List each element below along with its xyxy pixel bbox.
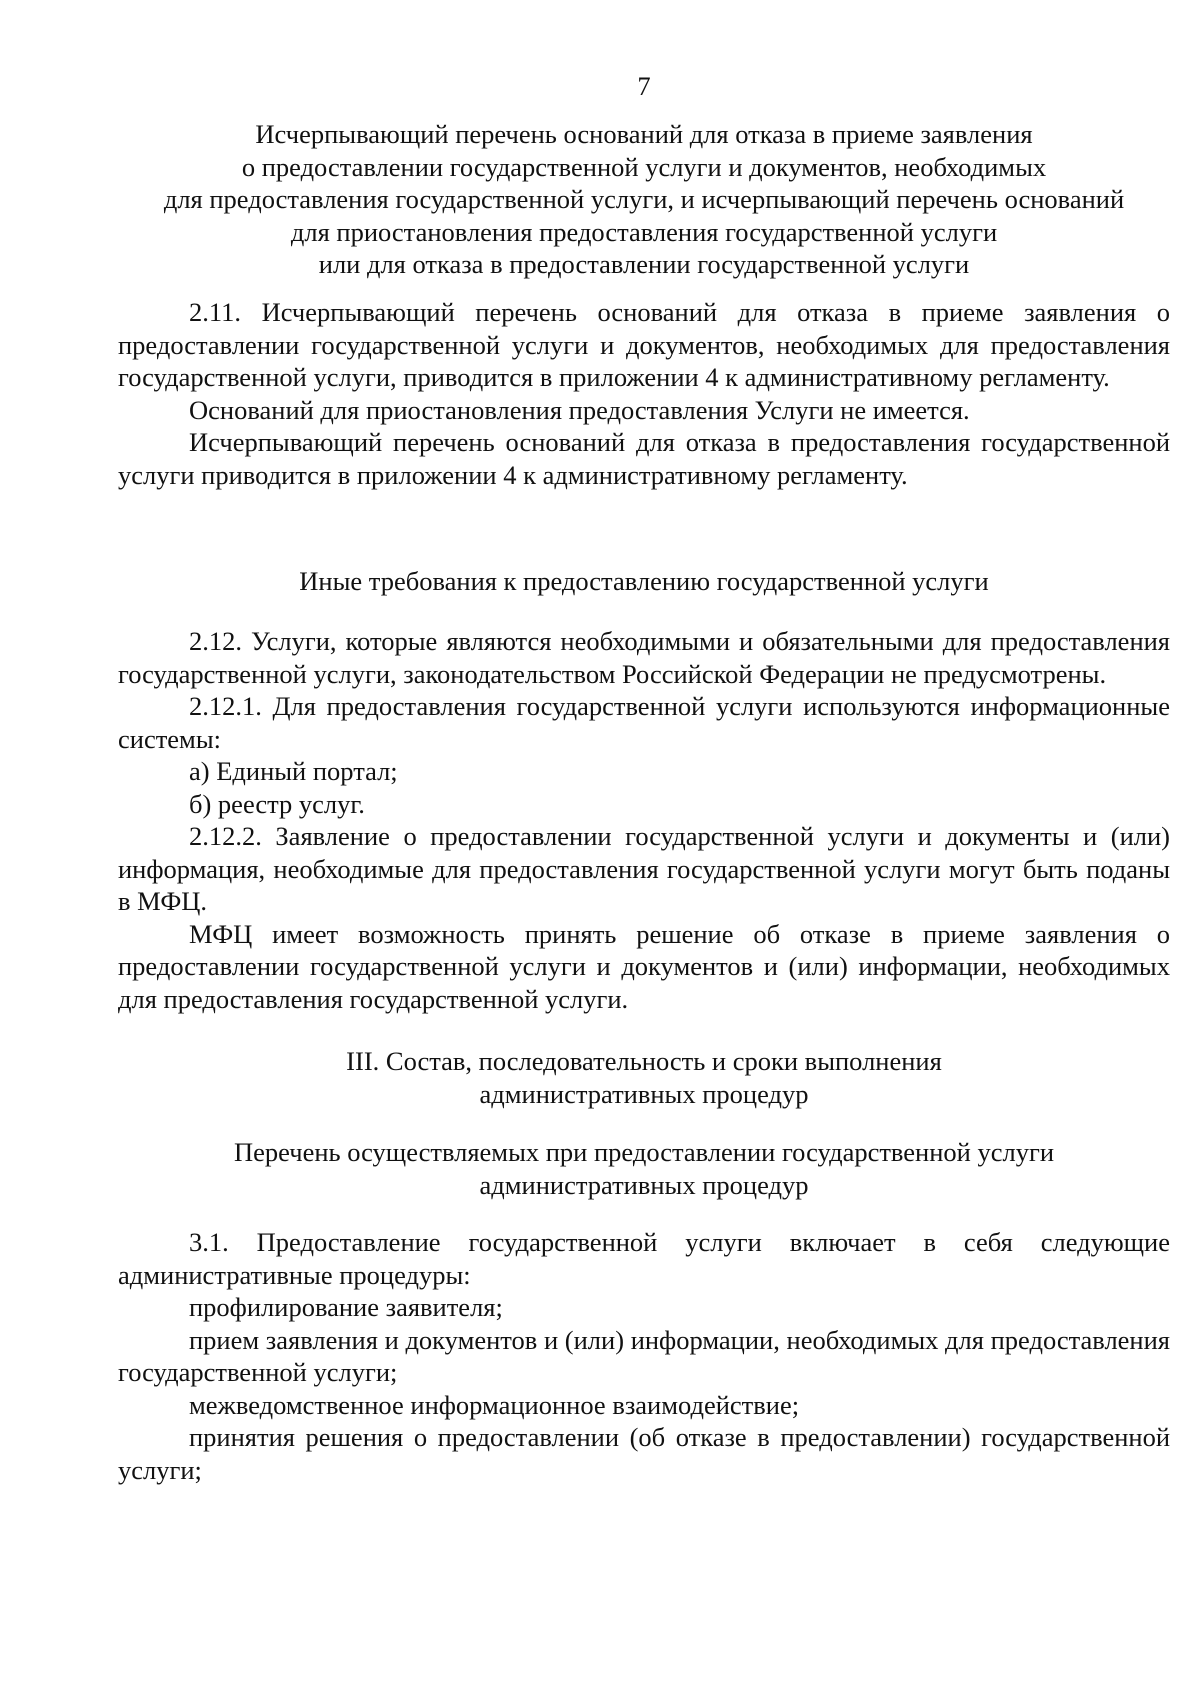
heading-line: для приостановления предоставления государственной услуги [290, 216, 998, 247]
procedure-item: профилирование заявителя; [189, 1292, 503, 1322]
heading-line: III. Состав, последовательность и сроки выполнения [346, 1046, 942, 1076]
paragraph-3-1: 3.1. Предоставление государственной услуги включает в себя следующие административные процедуры: [118, 1227, 1170, 1290]
heading-refusal-grounds [118, 118, 1170, 281]
section-3-1 [118, 1226, 1170, 1486]
paragraph-2-12-2: 2.12.2. Заявление о предоставлении государственной услуги и документы и (или) информация, необходимые для предоставления государственной услуги могут быть поданы в МФЦ. [118, 821, 1170, 916]
paragraph-2-11: 2.11. Исчерпывающий перечень оснований для отказа в приеме заявления о предоставлении государственной услуги и документов, необходимых для предоставления государственной услуги, приводится в приложении 4 к административному регламенту. [118, 297, 1170, 392]
page-number: 7 [637, 71, 651, 101]
paragraph-2-12-1: 2.12.1. Для предоставления государственной услуги используются информационные системы: [118, 691, 1170, 754]
heading-line: Иные требования к предоставлению государственной услуги [299, 566, 989, 596]
paragraph-2-12: 2.12. Услуги, которые являются необходимыми и обязательными для предоставления государственной услуги, законодательством Российской Федерации не предусмотрены. [118, 626, 1170, 689]
procedure-item: прием заявления и документов и (или) информации, необходимых для предоставления государственной услуги; [118, 1324, 1170, 1387]
list-item-a: а) Единый портал; [189, 756, 398, 786]
procedure-item: межведомственное информационное взаимодействие; [189, 1389, 800, 1420]
procedure-item: принятия решения о предоставлении (об отказе в предоставлении) государственной услуги; [118, 1422, 1170, 1485]
paragraph-refusal-list: Исчерпывающий перечень оснований для отказа в предоставления государственной услуги приводится в приложении 4 к административному регламенту. [118, 427, 1170, 490]
paragraph-no-suspension: Оснований для приостановления предоставления Услуги не имеется. [189, 394, 970, 425]
heading-other-requirements [118, 565, 1170, 598]
heading-line: о предоставлении государственной услуги и документов, необходимых [241, 151, 1047, 182]
heading-line: для предоставления государственной услуги, и исчерпывающий перечень оснований [163, 184, 1125, 214]
list-item-b: б) реестр услуг. [189, 788, 365, 819]
heading-line: Исчерпывающий перечень оснований для отказа в приеме заявления [255, 119, 1033, 149]
heading-line: административных процедур [479, 1169, 809, 1200]
section-2-12 [118, 625, 1170, 1015]
heading-line: или для отказа в предоставлении государственной услуги [318, 249, 970, 279]
heading-line: Перечень осуществляемых при предоставлении государственной услуги [233, 1137, 1054, 1167]
heading-line: административных процедур [479, 1078, 809, 1109]
paragraph-mfc-refusal: МФЦ имеет возможность принять решение об отказе в приеме заявления о предоставлении государственной услуги и документов и (или) информации, необходимых для предоставления государственной услуги. [118, 918, 1170, 1014]
heading-procedures-list [118, 1136, 1170, 1201]
section-2-11 [118, 296, 1170, 491]
heading-section-iii [118, 1045, 1170, 1110]
